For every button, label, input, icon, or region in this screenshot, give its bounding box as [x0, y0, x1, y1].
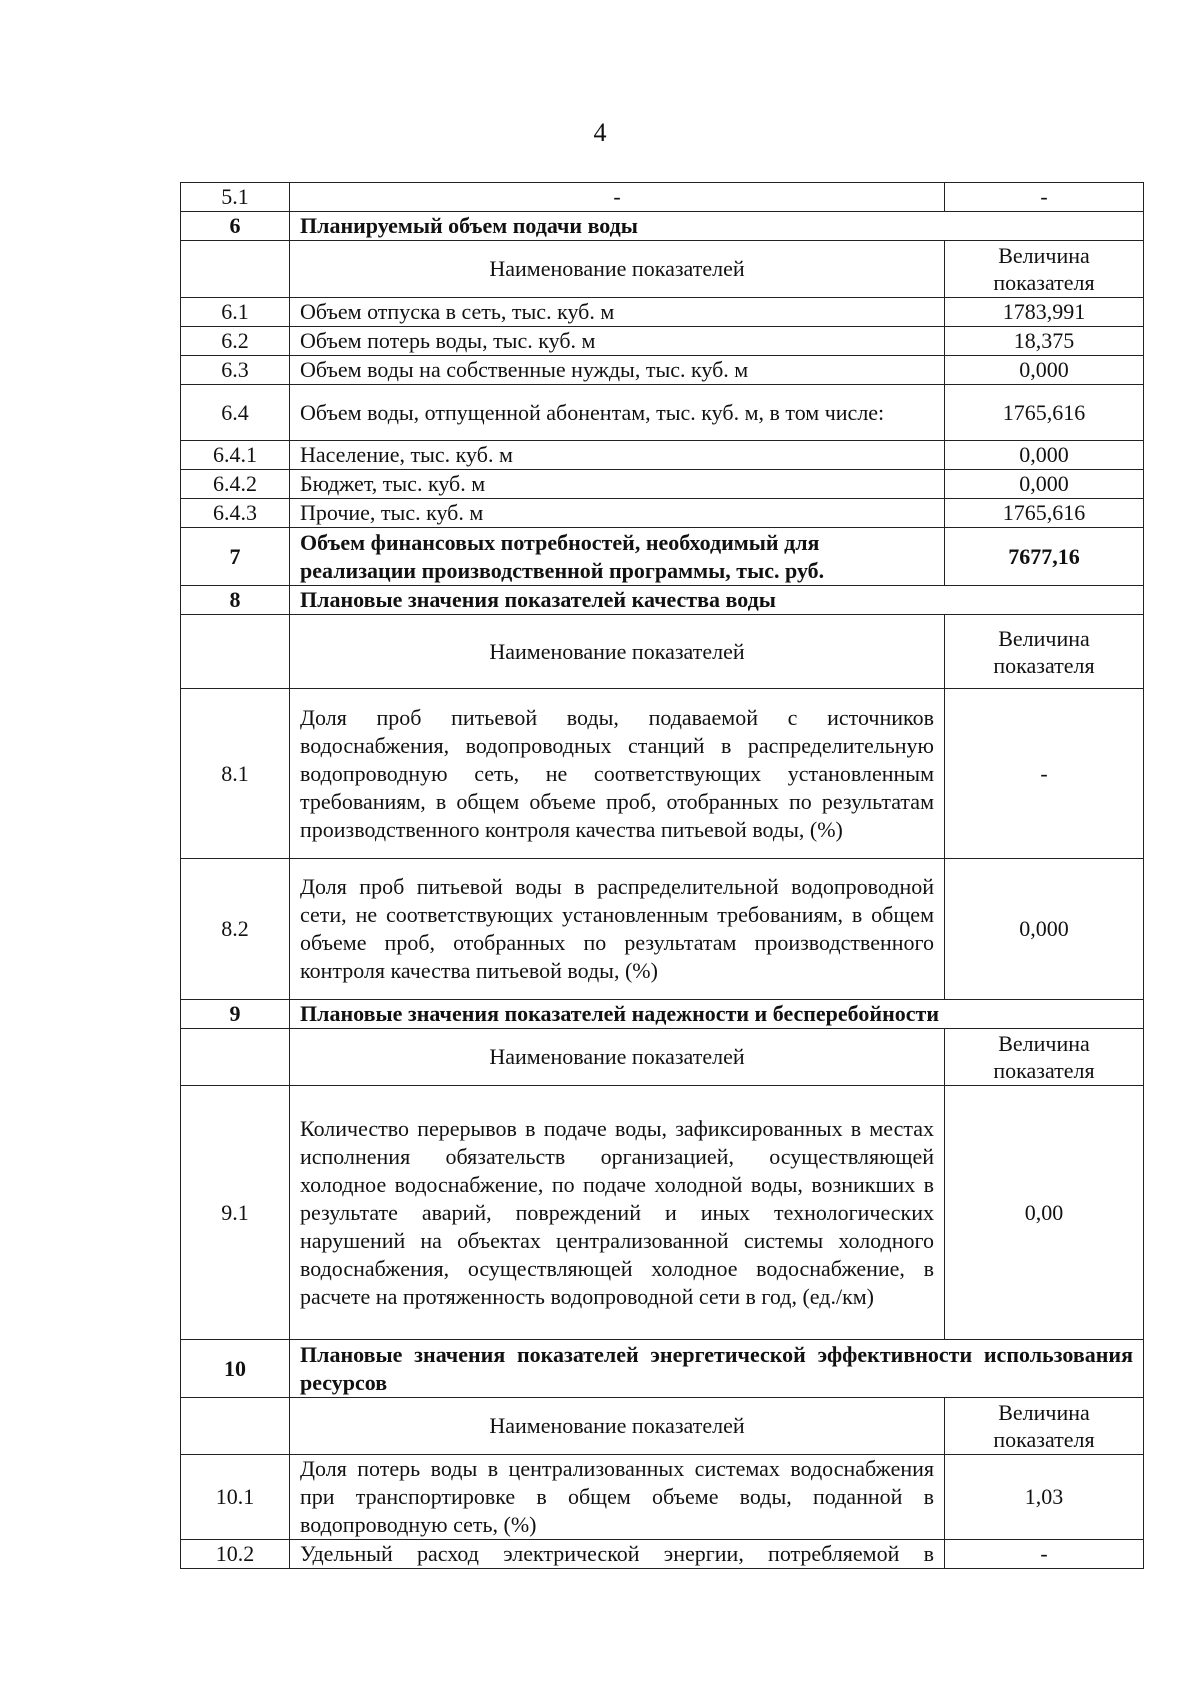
table-row	[181, 385, 1144, 441]
header-empty-cell	[181, 615, 290, 689]
row-name: -	[290, 183, 945, 212]
section-row	[181, 586, 1144, 615]
row-value: 0,000	[945, 859, 1144, 1000]
table-row	[181, 356, 1144, 385]
row-name: Удельный расход электрической энергии, потребляемой в	[290, 1540, 945, 1569]
section-number: 7	[181, 528, 290, 586]
row-number: 6.4.1	[181, 441, 290, 470]
row-value: -	[945, 1540, 1144, 1569]
row-name: Доля проб питьевой воды, подаваемой с источников водоснабжения, водопроводных станций в распределительную водопроводную сеть, не соответствующих установленным требованиям, в общем объеме проб, отобранных по результатам производственного контроля качества питьевой воды, (%)	[290, 689, 945, 859]
row-value: 0,00	[945, 1086, 1144, 1340]
row-value: -	[945, 689, 1144, 859]
row-name: Доля потерь воды в централизованных системах водоснабжения при транспортировке в общем объеме воды, поданной в водопроводную сеть, (%)	[290, 1455, 945, 1540]
section-row	[181, 1000, 1144, 1029]
header-empty-cell	[181, 1029, 290, 1086]
section-number: 10	[181, 1340, 290, 1398]
header-row	[181, 615, 1144, 689]
table-row	[181, 441, 1144, 470]
indicators-table	[180, 182, 1144, 1569]
row-name: Объем потерь воды, тыс. куб. м	[290, 327, 945, 356]
row-value: 7677,16	[945, 528, 1144, 586]
table-row	[181, 1086, 1144, 1340]
row-name: Прочие, тыс. куб. м	[290, 499, 945, 528]
row-name: Объем отпуска в сеть, тыс. куб. м	[290, 298, 945, 327]
header-name: Наименование показателей	[290, 241, 945, 298]
header-row	[181, 1029, 1144, 1086]
row-name: Население, тыс. куб. м	[290, 441, 945, 470]
table-row	[181, 327, 1144, 356]
row-value: 1,03	[945, 1455, 1144, 1540]
row-name: Объем воды, отпущенной абонентам, тыс. куб. м, в том числе:	[290, 385, 945, 441]
row-name: Бюджет, тыс. куб. м	[290, 470, 945, 499]
row-name: Количество перерывов в подаче воды, зафиксированных в местах исполнения обязательств организацией, осуществляющей холодное водоснабжение, по подаче холодной воды, возникших в результате аварий, повреждений и иных технологических нарушений на объектах централизованной системы холодного водоснабжения, осуществляющей холодное водоснабжение, в расчете на протяженность водопроводной сети в год, (ед./км)	[290, 1086, 945, 1340]
page-number: 4	[593, 118, 607, 147]
row-value: 1765,616	[945, 385, 1144, 441]
section-title: Плановые значения показателей надежности и бесперебойности	[290, 1000, 1144, 1029]
row-value: 1783,991	[945, 298, 1144, 327]
row-name: Доля проб питьевой воды в распределительной водопроводной сети, не соответствующих установленным требованиям, в общем объеме проб, отобранных по результатам производственного контроля качества питьевой воды, (%)	[290, 859, 945, 1000]
section-title: Объем финансовых потребностей, необходимый для реализации производственной программы, тыс. руб.	[290, 528, 945, 586]
row-number: 8.2	[181, 859, 290, 1000]
header-row	[181, 1398, 1144, 1455]
row-value: -	[945, 183, 1144, 212]
section-row	[181, 212, 1144, 241]
section-title: Плановые значения показателей энергетической эффективности использования ресурсов	[290, 1340, 1144, 1398]
row-value: 0,000	[945, 441, 1144, 470]
row-number: 6.4.3	[181, 499, 290, 528]
table-row	[181, 859, 1144, 1000]
section-title: Планируемый объем подачи воды	[290, 212, 1144, 241]
table-row	[181, 183, 1144, 212]
section-number: 6	[181, 212, 290, 241]
row-number: 6.4	[181, 385, 290, 441]
header-empty-cell	[181, 241, 290, 298]
row-value: 1765,616	[945, 499, 1144, 528]
row-number: 10.1	[181, 1455, 290, 1540]
table-row	[181, 499, 1144, 528]
section-number: 9	[181, 1000, 290, 1029]
header-value: Величина показателя	[945, 615, 1144, 689]
row-number: 6.4.2	[181, 470, 290, 499]
row-value: 0,000	[945, 470, 1144, 499]
row-value: 0,000	[945, 356, 1144, 385]
table-row	[181, 1540, 1144, 1569]
table-row	[181, 1455, 1144, 1540]
header-name: Наименование показателей	[290, 1029, 945, 1086]
row-value: 18,375	[945, 327, 1144, 356]
header-empty-cell	[181, 1398, 290, 1455]
section-row	[181, 528, 1144, 586]
table-row	[181, 689, 1144, 859]
header-name: Наименование показателей	[290, 615, 945, 689]
section-title: Плановые значения показателей качества воды	[290, 586, 1144, 615]
row-number: 10.2	[181, 1540, 290, 1569]
row-number: 6.2	[181, 327, 290, 356]
header-name: Наименование показателей	[290, 1398, 945, 1455]
header-row	[181, 241, 1144, 298]
row-number: 9.1	[181, 1086, 290, 1340]
row-number: 5.1	[181, 183, 290, 212]
table-row	[181, 298, 1144, 327]
row-number: 6.1	[181, 298, 290, 327]
header-value: Величина показателя	[945, 1398, 1144, 1455]
row-number: 8.1	[181, 689, 290, 859]
section-number: 8	[181, 586, 290, 615]
row-number: 6.3	[181, 356, 290, 385]
row-name: Объем воды на собственные нужды, тыс. куб. м	[290, 356, 945, 385]
section-row	[181, 1340, 1144, 1398]
header-value: Величина показателя	[945, 241, 1144, 298]
table-row	[181, 470, 1144, 499]
header-value: Величина показателя	[945, 1029, 1144, 1086]
